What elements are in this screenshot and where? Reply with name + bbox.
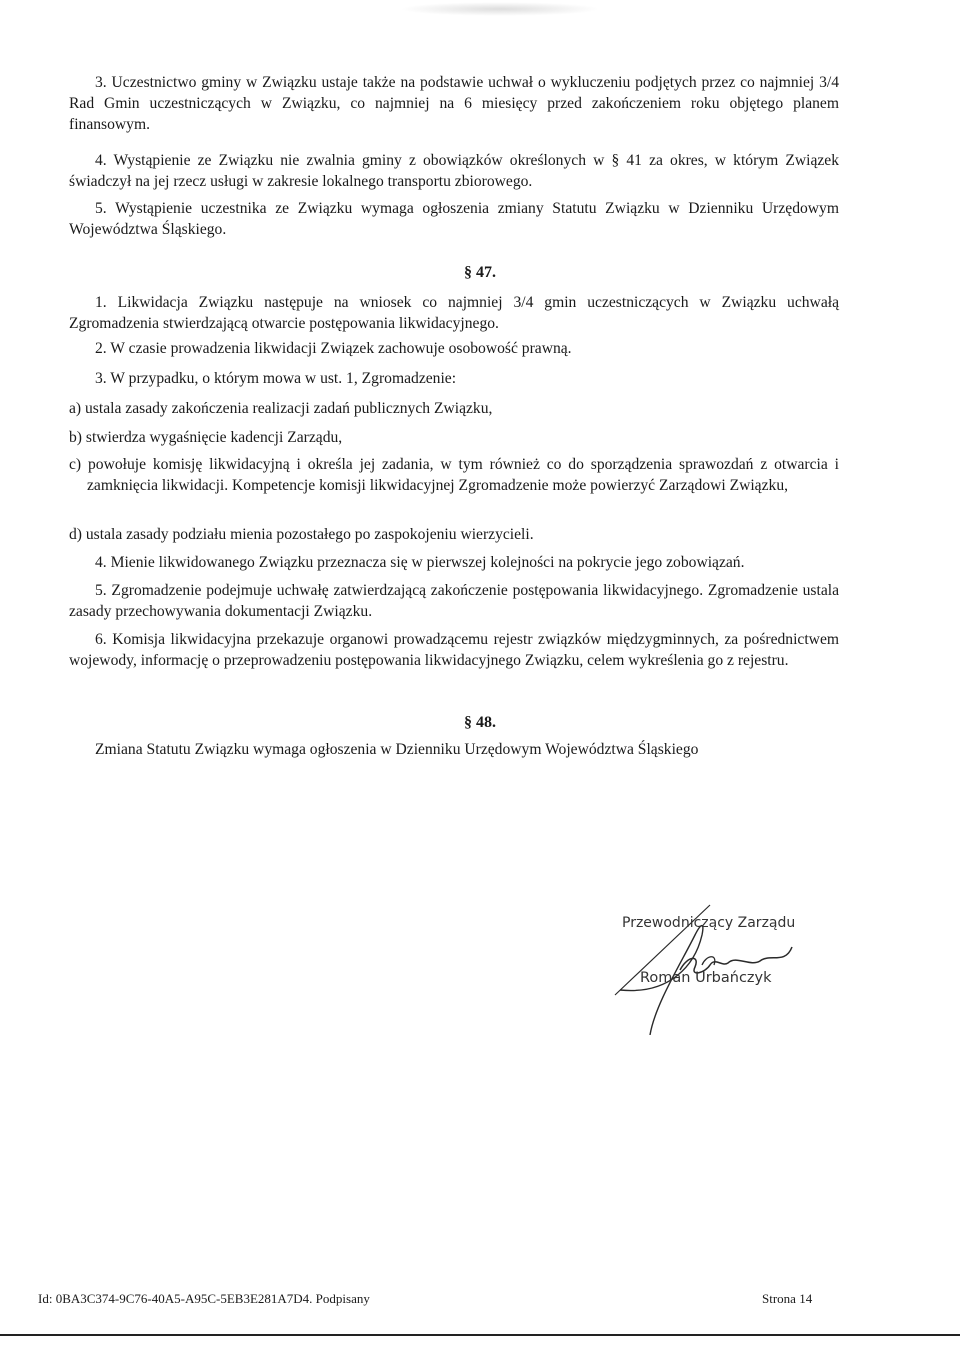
section-48-heading: § 48. (464, 714, 496, 731)
s47-paragraph-3: 3. W przypadku, o którym mowa w ust. 1, Zgromadzenie: (95, 370, 457, 387)
s47-paragraph-4: 4. Mienie likwidowanego Związku przeznacza się w pierwszej kolejności na pokrycie jego zobowiązań. (95, 554, 745, 571)
s47-paragraph-2: 2. W czasie prowadzenia likwidacji Związek zachowuje osobowość prawną. (95, 340, 572, 357)
signature-title: Przewodniczący Zarządu (622, 915, 796, 931)
section-47-heading: § 47. (464, 264, 496, 281)
s47-paragraph-1: 1. Likwidacja Związku następuje na wniosek co najmniej 3/4 gmin uczestniczących w Związku uchwałą Zgromadzenia stwierdzającą otwarcie postępowania likwidacyjnego. (69, 294, 839, 332)
s47-paragraph-5: 5. Zgromadzenie podejmuje uchwałę zatwierdzającą zakończenie postępowania likwidacyjnego. Zgromadzenie ustala zasady przechowywania dokumentacji Związku. (69, 582, 839, 620)
signature-block (610, 895, 830, 1035)
s48-text: Zmiana Statutu Związku wymaga ogłoszenia w Dzienniku Urzędowym Województwa Śląskiego (95, 741, 699, 758)
s47-item-b: b) stwierdza wygaśnięcie kadencji Zarządu, (69, 429, 343, 446)
s47-item-c: c) powołuje komisję likwidacyjną i określa jej zadania, w tym również co do sporządzenia sprawozdań z otwarcia i zamknięcia likwidacji. Kompetencje komisji likwidacyjnej Zgromadzenie może powierzyć Zarządowi Związku, (69, 456, 839, 494)
document-id: Id: 0BA3C374-9C76-40A5-A95C-5EB3E281A7D4. Podpisany (38, 1291, 370, 1306)
signature-name: Roman Urbańczyk (640, 970, 772, 986)
paragraph-5: 5. Wystąpienie uczestnika ze Związku wymaga ogłoszenia zmiany Statutu Związku w Dzienniku Urzędowym Województwa Śląskiego. (69, 200, 839, 238)
s47-paragraph-6: 6. Komisja likwidacyjna przekazuje organowi prowadzącemu rejestr związków międzygminnych, za pośrednictwem wojewody, informację o przeprowadzeniu postępowania likwidacyjnego Związku, celem wykreślenia go z rejestru. (69, 631, 839, 669)
footer-rule (0, 1334, 960, 1336)
s47-item-d: d) ustala zasady podziału mienia pozostałego po zaspokojeniu wierzycieli. (69, 526, 534, 543)
paragraph-4: 4. Wystąpienie ze Związku nie zwalnia gminy z obowiązków określonych w § 41 za okres, w którym Związek świadczył na jej rzecz usługi w zakresie lokalnego transportu zbiorowego. (69, 152, 839, 190)
s47-item-a: a) ustala zasady zakończenia realizacji zadań publicznych Związku, (69, 400, 493, 417)
scan-noise (400, 2, 600, 16)
paragraph-3: 3. Uczestnictwo gminy w Związku ustaje także na podstawie uchwał o wykluczeniu podjętych przez co najmniej 3/4 Rad Gmin uczestniczących w Związku, co najmniej na 6 miesięcy przed zakończeniem roku objętego planem finansowym. (69, 74, 839, 133)
page-number: Strona 14 (762, 1291, 813, 1306)
